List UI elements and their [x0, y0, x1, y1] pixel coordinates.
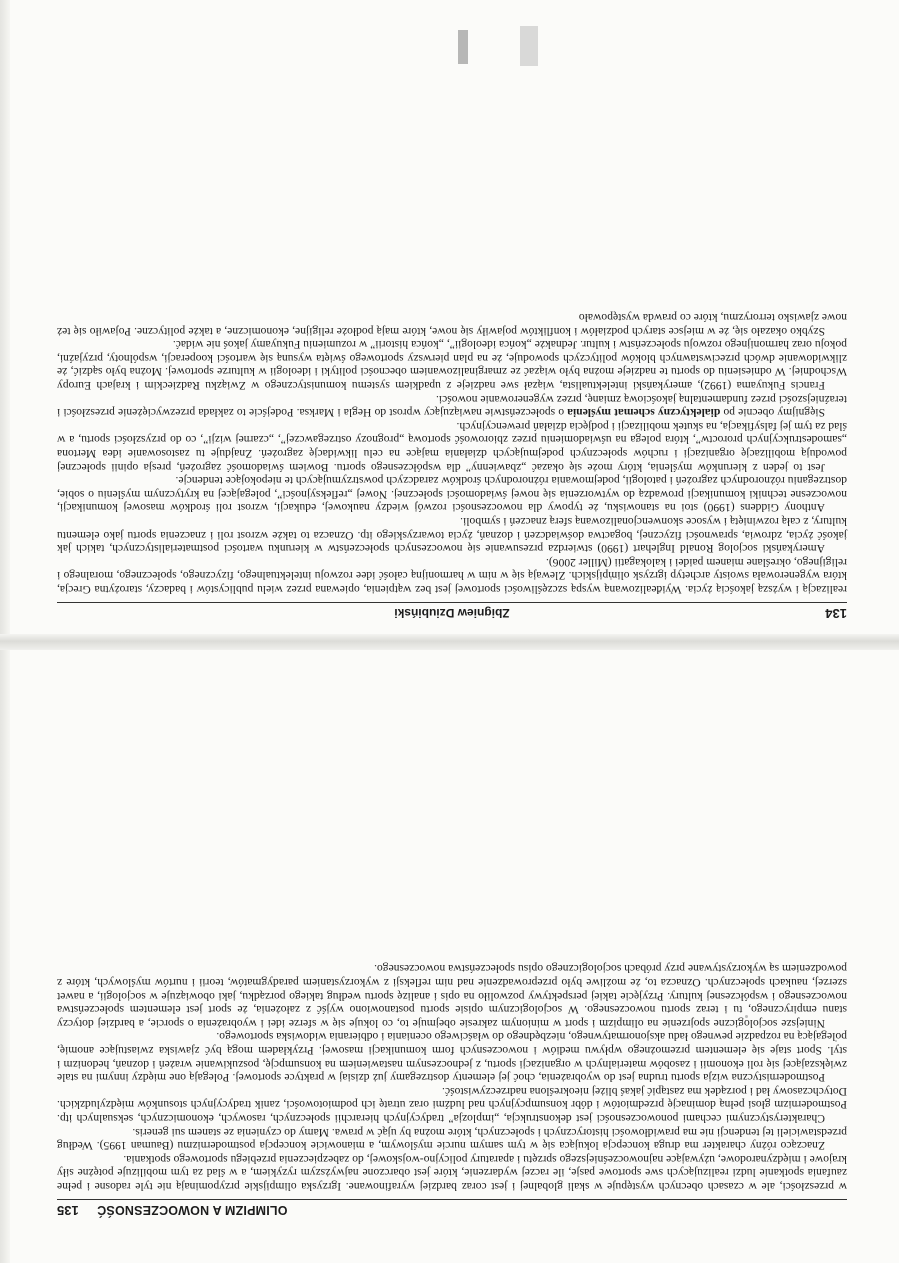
- running-head-title: OLIMPIZM A NOWOCZESNOŚĆ: [97, 1203, 288, 1217]
- paragraph: [57, 962, 847, 1030]
- text-run: Szybko okazało się, że w miejsce starych podziałów i konfliktów pojawiły się nowe, które mają podłoże religijne, ekonomiczne, a także polityczne. Pojawiło się też nowe zjawisko terroryzmu, które co prawda występowało: [57, 311, 847, 338]
- page-134: [57, 85, 847, 625]
- paragraph: [57, 311, 847, 338]
- page-number: 135: [57, 1203, 79, 1218]
- page-body: [57, 962, 847, 1193]
- paragraph: [57, 514, 847, 555]
- paragraph: [57, 392, 847, 419]
- running-head: [57, 602, 847, 625]
- paragraph: [57, 555, 847, 596]
- text-run: Francis Fukuyama (1992), amerykański intelektualista, wiązał swe nadzieje z upadkiem systemu komunistycznego w Związku Radzieckim i krajach Europy Wschodniej. W odniesieniu do sportu te nadzieje można było wiązać ze zmarginalizowaniem obecności polityki i ideologii w kulturze sportowej. Można było sądzić, że zlikwidowanie dwóch przeciwstawnych bloków polityczych spowoduje, że na plan pierwszy sportowego święta wysuną się wartości kooperacji, wspólnoty, przyjaźni, pokoju oraz harmonijnego rozwoju społeczeństw i kultur. Jednakże „końca ideologii”, „końca historii” w rozumieniu Fukuyamy jakoś nie widać.: [57, 338, 847, 393]
- book-fold-shadow: [0, 634, 899, 650]
- text-run: w przeszłości, ale w czasach obecnych występuje w skali globalnej i jest coraz bardziej wyrafinowane. Igrzyska olimpijskie przypominają nie tyle radosne i pełne zaufania spotkanie ludzi realizujących swe sportowe pasje, ile raczej wydarzenie, które jest obarczone najwyższym ryzykiem, a w ślad za tym mobilizuje potężne siły krajowe i międzynarodowe, używające najnowocześniejszego sprzętu i aparatury policyjno-wojskowej, do zabezpieczenia przebiegu sportowego spotkania.: [57, 1152, 847, 1193]
- page-135: [57, 702, 847, 1222]
- bold-term: dialektyczny schemat myślenia: [567, 406, 721, 420]
- running-head-author: Zbigniew Dziubiński: [394, 606, 510, 620]
- page-body: [57, 311, 847, 596]
- text-run: Charakterystycznymi cechami ponowoczesności jest dekonstrukcja, „implozja” tradycyjnych hierarchii społecznych, rasowych, ekonomicznych, seksualnych itp. Postmodernizm głosi pełną dominację przedmiotów i dóbr konsumpcyjnych nad ludźmi oraz utratę ich podmiotowości, zanik tradycyjnych stosunków międzyludzkich. Dotychczasowy ład i porządek ma zastąpić jakaś bliżej nieokreślona nadrzeczywistość.: [57, 1084, 847, 1126]
- paragraph: [57, 474, 847, 515]
- text-run: Sięgnijmy obecnie po: [720, 406, 825, 420]
- paragraph: [57, 1030, 847, 1084]
- ink-smudge: [520, 26, 538, 66]
- ink-smudge: [458, 30, 468, 64]
- text-run: Anthony Giddens (1990) stoi na stanowisku, że typowy dla nowoczesności rozwój wiedzy naukowej, edukacji, wzrost roli środków masowej komunikacji, nowoczesne techniki komunikacji prowadzą do wytworzenia się nowej świadomości społecznej. Nowej „refleksyjności”, polegającej na krytycznym myśleniu o sobie, dostrzeganiu różnorodnych zagrożeń i patologii, podejmowania różnorodnych środków zaradczych powstrzymujących te niepokojące tendencje.: [57, 474, 847, 515]
- page-number: 134: [825, 606, 847, 621]
- text-run: o społeczeństwie nawiązujący wprost do Hegla i Marksa. Podejście to zakłada przezwyciężenie przeszłości i teraźniejszości przez fundamentalną jakościową zmianę, przez wygenerowanie nowości.: [57, 392, 847, 420]
- paragraph: [57, 419, 847, 473]
- running-head: [57, 1199, 847, 1222]
- paragraph: [57, 1125, 847, 1152]
- text-run: Znacząco różny charakter ma druga koncepcja lokująca się w tym samym nurcie myślowym, a mianowicie koncepcja postmodernizmu (Bauman 1995). Według przedstawicieli tej tendencji nie ma prawidłowości historycznych i społecznych, które można by ująć w prawa. Mamy do czynienia ze stanem sui generis.: [57, 1125, 847, 1153]
- scan-edge-shadow: [0, 0, 10, 1263]
- text-run: Amerykański socjolog Ronald Inglehart (1990) stwierdza przesuwanie się nowoczesnych społeczeństw w kierunku wartości postmaterialistycznych, takich jak jakość życia, zdrowia, sprawności fizycznej, bogactwa doświadczeń i doznań, życia towarzyskiego itp. Oznacza to także wzrost roli i znaczenia sportu jako elementu kultury, z całą rozwiniętą i wysoce skonwencjonalizowaną sferą znaczeń i symboli.: [57, 515, 847, 556]
- paragraph: [57, 1084, 847, 1125]
- paragraph: [57, 338, 847, 392]
- paragraph: [57, 1152, 847, 1193]
- text-run: realizacją i wyższą jakością życia. Wyidealizowaną wyspą szczęśliwości sportowej jest bez wątpienia, opiewana przez wielu publicystów i badaczy, starożytna Grecja, która wygenerowała swoisty archetyp igrzysk olimpijskich. Zlewają się w nim w harmonijną całość idee rozwoju intelektualnego, fizycznego, społecznego, moralnego i religijnego, określane mianem paidei i kalokagatii (Miller 2006).: [57, 555, 847, 596]
- text-run: Postmodernistyczna wizja sportu trudna jest do wyobrażenia, choć jej elementy dostrzegamy już dzisiaj w praktyce sportowej. Polegają one między innymi na stale zwiększającej się roli ekonomii i zasobów materialnych w organizacji sportu, z jednoczesnym nastawieniem na konsumpcję, poszukiwanie wrażeń i doznań, hedonizm i styl. Sport staje się elementem przemożnego wpływu mediów i nowoczesnych form komunikacji masowej. Przykładem mogą być zjawiska zwiastujące anomię, polegającą na rozpadzie pewnego ładu aksjonormatywnego, niezbędnego do właściwego oceniania i odbierania widowiska sportowego.: [57, 1030, 847, 1085]
- text-run: Jest to jeden z kierunków myślenia, który może się okazać „zbawienny” dla współczesnego sportu. Bowiem świadomość zagrożeń, presja opinii społecznej powodują mobilizację organizacji i ruchów społecznych podejmujących działania mające na celu likwidację zagrożeń. Znajduje tu zastosowanie idea Mertona „samodestrukcyjnych proroctw”, która polega na uświadomieniu przez zbiorowość sportową „prognozy ostrzegawczej”, „czarnej wizji”, co do przyszłości sportu, a w ślad za tym jej falsyfikacja, na skutek mobilizacji i podjęcia działań prewencyjnych.: [57, 419, 847, 474]
- text-run: Niniejsze socjologiczne spojrzenie na olimpizm i sport w minionym zakresie obejmuje to, co lokuje się w sferze idei i wyobrażenia o sporcie, a bardziej dotyczy stanu empirycznego, tu i teraz sportu nowoczesnego. W socjologicznym opisie sportu postanowiono wyjść z założenia, że sport jest elementem społeczeństwa nowoczesnego i współczesnej kultury. Przyjęcie takiej perspektywy pozwoliło na opis i analizę sportu według takiego porządku, jaki obowiązuje w socjologii, a nawet szerzej, naukach społecznych. Oznacza to, że możliwe było przeprowadzenie nad nim refleksji z wykorzystaniem paradygmatów, teorii i nurtów myślowych, które z powodzeniem są wykorzystywane przy próbach socjologicznego opisu społeczeństwa nowoczesnego.: [57, 962, 847, 1030]
